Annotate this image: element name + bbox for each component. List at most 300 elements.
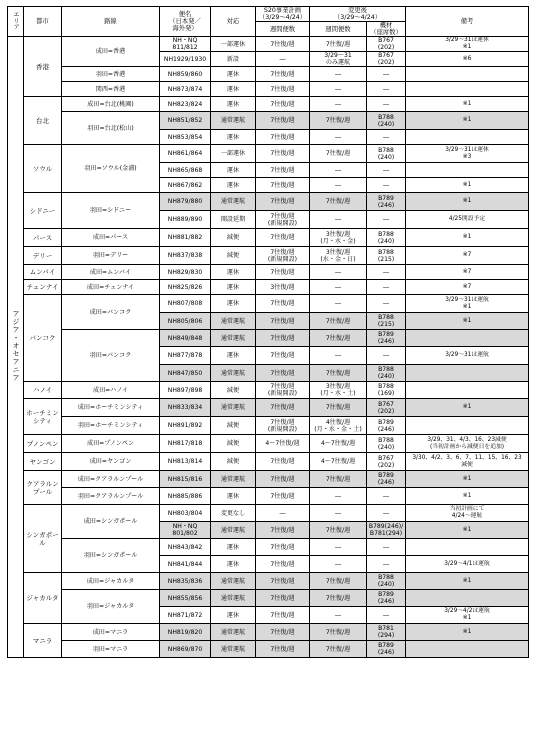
remarks-cell: ※1: [406, 97, 529, 112]
remarks-cell: [406, 417, 529, 435]
aircraft-cell: B789 (246): [367, 330, 406, 347]
table-body: [8, 37, 529, 658]
route-cell: 成田=クアラルンプール: [62, 471, 160, 488]
route-cell: 羽田=マニラ: [62, 641, 160, 658]
action-cell: 運休: [211, 539, 256, 556]
city-cell: バンコク: [24, 295, 62, 382]
aircraft-cell: B788 (240): [367, 435, 406, 453]
flight-number-cell: NH813/814: [160, 453, 211, 471]
action-cell: 通常運航: [211, 193, 256, 211]
changed-frequency-cell: 4〜7往復/週: [310, 453, 367, 471]
aircraft-cell: B767 (202): [367, 453, 406, 471]
table-row: [8, 37, 529, 52]
action-cell: 通常運航: [211, 522, 256, 539]
city-cell: シンガポール: [24, 505, 62, 573]
changed-frequency-cell: ―: [310, 556, 367, 573]
changed-frequency-cell: 3往復/週 (月・水・金): [310, 229, 367, 247]
changed-frequency-cell: ―: [310, 97, 367, 112]
city-cell: チェンナイ: [24, 280, 62, 295]
remarks-cell: [406, 330, 529, 347]
action-cell: 変更なし: [211, 505, 256, 522]
changed-frequency-cell: 7往復/週: [310, 573, 367, 590]
route-cell: 成田=チェンナイ: [62, 280, 160, 295]
action-cell: 運休: [211, 67, 256, 82]
aircraft-cell: ―: [367, 82, 406, 97]
aircraft-cell: B781 (294): [367, 624, 406, 641]
s20-frequency-cell: 7往復/週: [256, 488, 310, 505]
header-aircraft: 機材 （座席数）: [367, 22, 406, 37]
table-row: [8, 488, 529, 505]
action-cell: 運休: [211, 178, 256, 193]
changed-frequency-cell: 7往復/週: [310, 641, 367, 658]
changed-frequency-cell: ―: [310, 295, 367, 313]
remarks-cell: [406, 641, 529, 658]
s20-frequency-cell: 7往復/週: [256, 399, 310, 417]
table-row: [8, 573, 529, 590]
remarks-cell: ※6: [406, 52, 529, 67]
s20-frequency-cell: 7往復/週: [256, 193, 310, 211]
table-row: [8, 624, 529, 641]
s20-frequency-cell: 7往復/週: [256, 313, 310, 330]
remarks-cell: [406, 82, 529, 97]
s20-frequency-cell: 7往復/週: [256, 97, 310, 112]
flight-number-cell: NH881/882: [160, 229, 211, 247]
city-cell: ジャカルタ: [24, 573, 62, 624]
remarks-cell: 3/29〜31は運休 ※3: [406, 145, 529, 163]
aircraft-cell: ―: [367, 130, 406, 145]
action-cell: 通常運航: [211, 330, 256, 347]
action-cell: 運休: [211, 280, 256, 295]
route-cell: 羽田=ソウル(金浦): [62, 145, 160, 193]
s20-frequency-cell: 7往復/週: [256, 163, 310, 178]
header-changed: 変更後 （3/29〜4/24）: [310, 7, 406, 22]
aircraft-cell: B789 (246): [367, 590, 406, 607]
action-cell: 通常運航: [211, 573, 256, 590]
s20-frequency-cell: 7往復/週: [256, 145, 310, 163]
route-cell: 成田=台北(桃園): [62, 97, 160, 112]
action-cell: 運休: [211, 488, 256, 505]
action-cell: 減便: [211, 247, 256, 265]
aircraft-cell: ―: [367, 211, 406, 229]
flight-number-cell: NH805/806: [160, 313, 211, 330]
remarks-cell: ※1: [406, 624, 529, 641]
table-row: [8, 505, 529, 522]
action-cell: 運休: [211, 607, 256, 624]
header-action: 対応: [211, 7, 256, 37]
s20-frequency-cell: 7往復/週: [256, 624, 310, 641]
city-cell: ヤンゴン: [24, 453, 62, 471]
changed-frequency-cell: ―: [310, 265, 367, 280]
flight-number-cell: NH877/878: [160, 347, 211, 365]
changed-frequency-cell: ―: [310, 280, 367, 295]
action-cell: 開設延期: [211, 211, 256, 229]
table-row: [8, 399, 529, 417]
changed-frequency-cell: 7往復/週: [310, 399, 367, 417]
s20-frequency-cell: 7往復/週: [256, 130, 310, 145]
changed-frequency-cell: 3/29〜31 のみ運航: [310, 52, 367, 67]
remarks-cell: ※1: [406, 522, 529, 539]
aircraft-cell: ―: [367, 505, 406, 522]
s20-frequency-cell: 7往復/週: [256, 539, 310, 556]
flight-number-cell: NH843/842: [160, 539, 211, 556]
remarks-cell: [406, 67, 529, 82]
table-row: [8, 435, 529, 453]
table-row: [8, 280, 529, 295]
route-cell: 羽田=デリー: [62, 247, 160, 265]
action-cell: 運休: [211, 82, 256, 97]
flight-number-cell: NH825/826: [160, 280, 211, 295]
aircraft-cell: ―: [367, 265, 406, 280]
flight-number-cell: NH871/872: [160, 607, 211, 624]
table-row: [8, 417, 529, 435]
remarks-cell: 当初計画にて 4/24〜運航: [406, 505, 529, 522]
remarks-cell: ※1: [406, 313, 529, 330]
s20-frequency-cell: 7往復/週 (新規開設): [256, 382, 310, 399]
action-cell: 減便: [211, 435, 256, 453]
changed-frequency-cell: ―: [310, 67, 367, 82]
aircraft-cell: B789 (246): [367, 641, 406, 658]
table-row: [8, 229, 529, 247]
header-city: 都市: [24, 7, 62, 37]
flight-number-cell: NH1929/1930: [160, 52, 211, 67]
aircraft-cell: ―: [367, 97, 406, 112]
flight-number-cell: NH853/854: [160, 130, 211, 145]
aircraft-cell: ―: [367, 607, 406, 624]
remarks-cell: 3/29〜31は運休 ※1: [406, 37, 529, 52]
flight-number-cell: NH879/880: [160, 193, 211, 211]
action-cell: 通常運航: [211, 624, 256, 641]
header-weekly-s20: 週間便数: [256, 22, 310, 37]
header-s20: S20事業計画 （3/29〜4/24）: [256, 7, 310, 22]
action-cell: 減便: [211, 229, 256, 247]
changed-frequency-cell: 7往復/週: [310, 590, 367, 607]
changed-frequency-cell: 7往復/週: [310, 193, 367, 211]
flight-schedule-table: [7, 6, 529, 658]
changed-frequency-cell: 7往復/週: [310, 330, 367, 347]
city-cell: 台北: [24, 97, 62, 145]
aircraft-cell: B789(246)/ B781(294): [367, 522, 406, 539]
table-row: [8, 330, 529, 347]
flight-number-cell: NH・NQ 801/802: [160, 522, 211, 539]
aircraft-cell: B788 (215): [367, 247, 406, 265]
header-area: [8, 7, 24, 37]
aircraft-cell: ―: [367, 295, 406, 313]
s20-frequency-cell: 7往復/週: [256, 178, 310, 193]
changed-frequency-cell: 4〜7往復/週: [310, 435, 367, 453]
flight-number-cell: NH891/892: [160, 417, 211, 435]
aircraft-cell: ―: [367, 556, 406, 573]
route-cell: 成田=マニラ: [62, 624, 160, 641]
flight-number-cell: NH・NQ 811/812: [160, 37, 211, 52]
s20-frequency-cell: 7往復/週: [256, 365, 310, 382]
changed-frequency-cell: ―: [310, 130, 367, 145]
table-row: [8, 590, 529, 607]
table-row: [8, 193, 529, 211]
changed-frequency-cell: 3往復/週 (月・水・土): [310, 382, 367, 399]
aircraft-cell: B767 (202): [367, 399, 406, 417]
aircraft-cell: B789 (246): [367, 471, 406, 488]
city-cell: パース: [24, 229, 62, 247]
action-cell: 運休: [211, 265, 256, 280]
remarks-cell: 3/29〜31は運航: [406, 347, 529, 365]
route-cell: 羽田=台北(松山): [62, 112, 160, 145]
header-area-label: エリア: [12, 11, 19, 30]
route-cell: 成田=ムンバイ: [62, 265, 160, 280]
aircraft-cell: B788 (240): [367, 145, 406, 163]
route-cell: 羽田=シンガポール: [62, 539, 160, 573]
remarks-cell: ※7: [406, 265, 529, 280]
table-row: [8, 453, 529, 471]
remarks-cell: 3/29、31、4/3、16、23減便 (当初計画から減便日を追加): [406, 435, 529, 453]
route-cell: 羽田=バンコク: [62, 330, 160, 382]
city-cell: デリー: [24, 247, 62, 265]
changed-frequency-cell: 7往復/週: [310, 112, 367, 130]
route-cell: 羽田=ホーチミンシティ: [62, 417, 160, 435]
remarks-cell: ※1: [406, 471, 529, 488]
changed-frequency-cell: 7往復/週: [310, 365, 367, 382]
table-row: [8, 641, 529, 658]
table-row: [8, 247, 529, 265]
action-cell: 減便: [211, 417, 256, 435]
city-cell: ハノイ: [24, 382, 62, 399]
city-cell: 香港: [24, 37, 62, 97]
remarks-cell: [406, 539, 529, 556]
aircraft-cell: B767 (202): [367, 52, 406, 67]
route-cell: 成田=ジャカルタ: [62, 573, 160, 590]
action-cell: 新設: [211, 52, 256, 67]
aircraft-cell: B788 (169): [367, 382, 406, 399]
s20-frequency-cell: 7往復/週: [256, 112, 310, 130]
s20-frequency-cell: 7往復/週: [256, 330, 310, 347]
table-row: [8, 82, 529, 97]
aircraft-cell: B788 (215): [367, 313, 406, 330]
s20-frequency-cell: 7往復/週: [256, 573, 310, 590]
area-cell: [8, 37, 24, 658]
flight-number-cell: NH855/856: [160, 590, 211, 607]
remarks-cell: ※1: [406, 193, 529, 211]
city-cell: クアラルンプール: [24, 471, 62, 505]
changed-frequency-cell: 7往復/週: [310, 37, 367, 52]
flight-number-cell: NH885/886: [160, 488, 211, 505]
route-cell: 成田=プノンペン: [62, 435, 160, 453]
s20-frequency-cell: 4〜7往復/週: [256, 435, 310, 453]
remarks-cell: [406, 163, 529, 178]
s20-frequency-cell: 7往復/週 (新規開設): [256, 417, 310, 435]
aircraft-cell: ―: [367, 67, 406, 82]
aircraft-cell: B788 (240): [367, 229, 406, 247]
flight-number-cell: NH815/816: [160, 471, 211, 488]
route-cell: 成田=バンコク: [62, 295, 160, 330]
remarks-cell: 3/29〜31は運航 ※1: [406, 295, 529, 313]
flight-number-cell: NH849/848: [160, 330, 211, 347]
s20-frequency-cell: 7往復/週: [256, 522, 310, 539]
aircraft-cell: ―: [367, 488, 406, 505]
table-row: [8, 112, 529, 130]
action-cell: 運休: [211, 130, 256, 145]
flight-number-cell: NH865/868: [160, 163, 211, 178]
action-cell: 運休: [211, 556, 256, 573]
remarks-cell: ※1: [406, 178, 529, 193]
table-row: [8, 382, 529, 399]
city-cell: プノンペン: [24, 435, 62, 453]
route-cell: 成田=シンガポール: [62, 505, 160, 539]
changed-frequency-cell: ―: [310, 163, 367, 178]
aircraft-cell: ―: [367, 178, 406, 193]
changed-frequency-cell: ―: [310, 178, 367, 193]
remarks-cell: ※1: [406, 229, 529, 247]
header-route: 路線: [62, 7, 160, 37]
table-row: [8, 265, 529, 280]
changed-frequency-cell: 7往復/週: [310, 471, 367, 488]
action-cell: 通常運航: [211, 313, 256, 330]
flight-number-cell: NH807/808: [160, 295, 211, 313]
aircraft-cell: B789 (246): [367, 417, 406, 435]
action-cell: 通常運航: [211, 112, 256, 130]
flight-number-cell: NH829/830: [160, 265, 211, 280]
remarks-cell: ※1: [406, 399, 529, 417]
city-cell: シドニー: [24, 193, 62, 229]
flight-number-cell: NH889/890: [160, 211, 211, 229]
aircraft-cell: B789 (246): [367, 193, 406, 211]
flight-number-cell: NH823/824: [160, 97, 211, 112]
changed-frequency-cell: 7往復/週: [310, 522, 367, 539]
remarks-cell: [406, 365, 529, 382]
remarks-cell: 3/29〜4/2は運航 ※1: [406, 607, 529, 624]
s20-frequency-cell: 7往復/週: [256, 82, 310, 97]
city-cell: ホーチミンシティ: [24, 399, 62, 435]
changed-frequency-cell: 7往復/週: [310, 145, 367, 163]
s20-frequency-cell: 3往復/週: [256, 280, 310, 295]
action-cell: 一部運休: [211, 37, 256, 52]
aircraft-cell: B788 (240): [367, 573, 406, 590]
action-cell: 運休: [211, 347, 256, 365]
remarks-cell: ※1: [406, 488, 529, 505]
s20-frequency-cell: 7往復/週: [256, 67, 310, 82]
remarks-cell: [406, 382, 529, 399]
action-cell: 一部運休: [211, 145, 256, 163]
flight-number-cell: NH861/864: [160, 145, 211, 163]
changed-frequency-cell: 7往復/週: [310, 313, 367, 330]
header-weekly-changed: 週間便数: [310, 22, 367, 37]
aircraft-cell: B767 (202): [367, 37, 406, 52]
s20-frequency-cell: 7往復/週: [256, 265, 310, 280]
action-cell: 運休: [211, 295, 256, 313]
changed-frequency-cell: ―: [310, 488, 367, 505]
remarks-cell: 3/29〜4/1は運航: [406, 556, 529, 573]
remarks-cell: [406, 590, 529, 607]
table-row: [8, 295, 529, 313]
s20-frequency-cell: 7往復/週: [256, 556, 310, 573]
route-cell: 羽田=シドニー: [62, 193, 160, 229]
changed-frequency-cell: ―: [310, 607, 367, 624]
s20-frequency-cell: 7往復/週: [256, 37, 310, 52]
changed-frequency-cell: ―: [310, 505, 367, 522]
route-cell: 羽田=ジャカルタ: [62, 590, 160, 624]
action-cell: 通常運航: [211, 471, 256, 488]
route-cell: 羽田=クアラルンプール: [62, 488, 160, 505]
route-cell: 成田=ホーチミンシティ: [62, 399, 160, 417]
changed-frequency-cell: 4往復/週 (月・水・金・土): [310, 417, 367, 435]
action-cell: 通常運航: [211, 365, 256, 382]
s20-frequency-cell: 7往復/週: [256, 641, 310, 658]
action-cell: 通常運航: [211, 590, 256, 607]
route-cell: 成田=ハノイ: [62, 382, 160, 399]
s20-frequency-cell: ―: [256, 52, 310, 67]
s20-frequency-cell: 7往復/週: [256, 471, 310, 488]
remarks-cell: ※7: [406, 247, 529, 265]
s20-frequency-cell: 7往復/週: [256, 295, 310, 313]
flight-number-cell: NH869/870: [160, 641, 211, 658]
remarks-cell: [406, 130, 529, 145]
aircraft-cell: B788 (240): [367, 112, 406, 130]
action-cell: 減便: [211, 453, 256, 471]
table-row: [8, 67, 529, 82]
aircraft-cell: ―: [367, 163, 406, 178]
flight-number-cell: NH873/874: [160, 82, 211, 97]
changed-frequency-cell: ―: [310, 82, 367, 97]
changed-frequency-cell: ―: [310, 347, 367, 365]
header-remarks: 備考: [406, 7, 529, 37]
flight-number-cell: NH817/818: [160, 435, 211, 453]
flight-number-cell: NH837/838: [160, 247, 211, 265]
flight-number-cell: NH833/834: [160, 399, 211, 417]
table-row: [8, 97, 529, 112]
header-flight: 便名 （日本発／ 海外発）: [160, 7, 211, 37]
flight-number-cell: NH867/862: [160, 178, 211, 193]
changed-frequency-cell: ―: [310, 539, 367, 556]
aircraft-cell: ―: [367, 539, 406, 556]
action-cell: 通常運航: [211, 641, 256, 658]
flight-number-cell: NH803/804: [160, 505, 211, 522]
remarks-cell: ※1: [406, 573, 529, 590]
aircraft-cell: B788 (240): [367, 365, 406, 382]
remarks-cell: ※1: [406, 112, 529, 130]
route-cell: 成田=ヤンゴン: [62, 453, 160, 471]
aircraft-cell: ―: [367, 280, 406, 295]
s20-frequency-cell: 7往復/週: [256, 590, 310, 607]
s20-frequency-cell: 7往復/週 (新規開設): [256, 211, 310, 229]
city-cell: マニラ: [24, 624, 62, 658]
flight-number-cell: NH819/820: [160, 624, 211, 641]
remarks-cell: 4/25開設予定: [406, 211, 529, 229]
flight-number-cell: NH897/898: [160, 382, 211, 399]
s20-frequency-cell: 7往復/週: [256, 229, 310, 247]
s20-frequency-cell: 7往復/週 (新規開設): [256, 247, 310, 265]
flight-number-cell: NH841/844: [160, 556, 211, 573]
changed-frequency-cell: 7往復/週: [310, 624, 367, 641]
remarks-cell: 3/30、4/2、3、6、7、11、15、16、23 減便: [406, 453, 529, 471]
city-cell: ソウル: [24, 145, 62, 193]
route-cell: 羽田=香港: [62, 67, 160, 82]
remarks-cell: ※7: [406, 280, 529, 295]
table-row: [8, 471, 529, 488]
changed-frequency-cell: 3往復/週 (水・金・日): [310, 247, 367, 265]
route-cell: 成田=香港: [62, 37, 160, 67]
route-cell: 成田=パース: [62, 229, 160, 247]
action-cell: 運休: [211, 163, 256, 178]
action-cell: 通常運航: [211, 399, 256, 417]
flight-number-cell: NH835/836: [160, 573, 211, 590]
s20-frequency-cell: 7往復/週: [256, 607, 310, 624]
action-cell: 減便: [211, 382, 256, 399]
s20-frequency-cell: ―: [256, 505, 310, 522]
table-row: [8, 539, 529, 556]
city-cell: ムンバイ: [24, 265, 62, 280]
flight-number-cell: NH847/850: [160, 365, 211, 382]
flight-number-cell: NH851/852: [160, 112, 211, 130]
action-cell: 運休: [211, 97, 256, 112]
flight-number-cell: NH859/860: [160, 67, 211, 82]
